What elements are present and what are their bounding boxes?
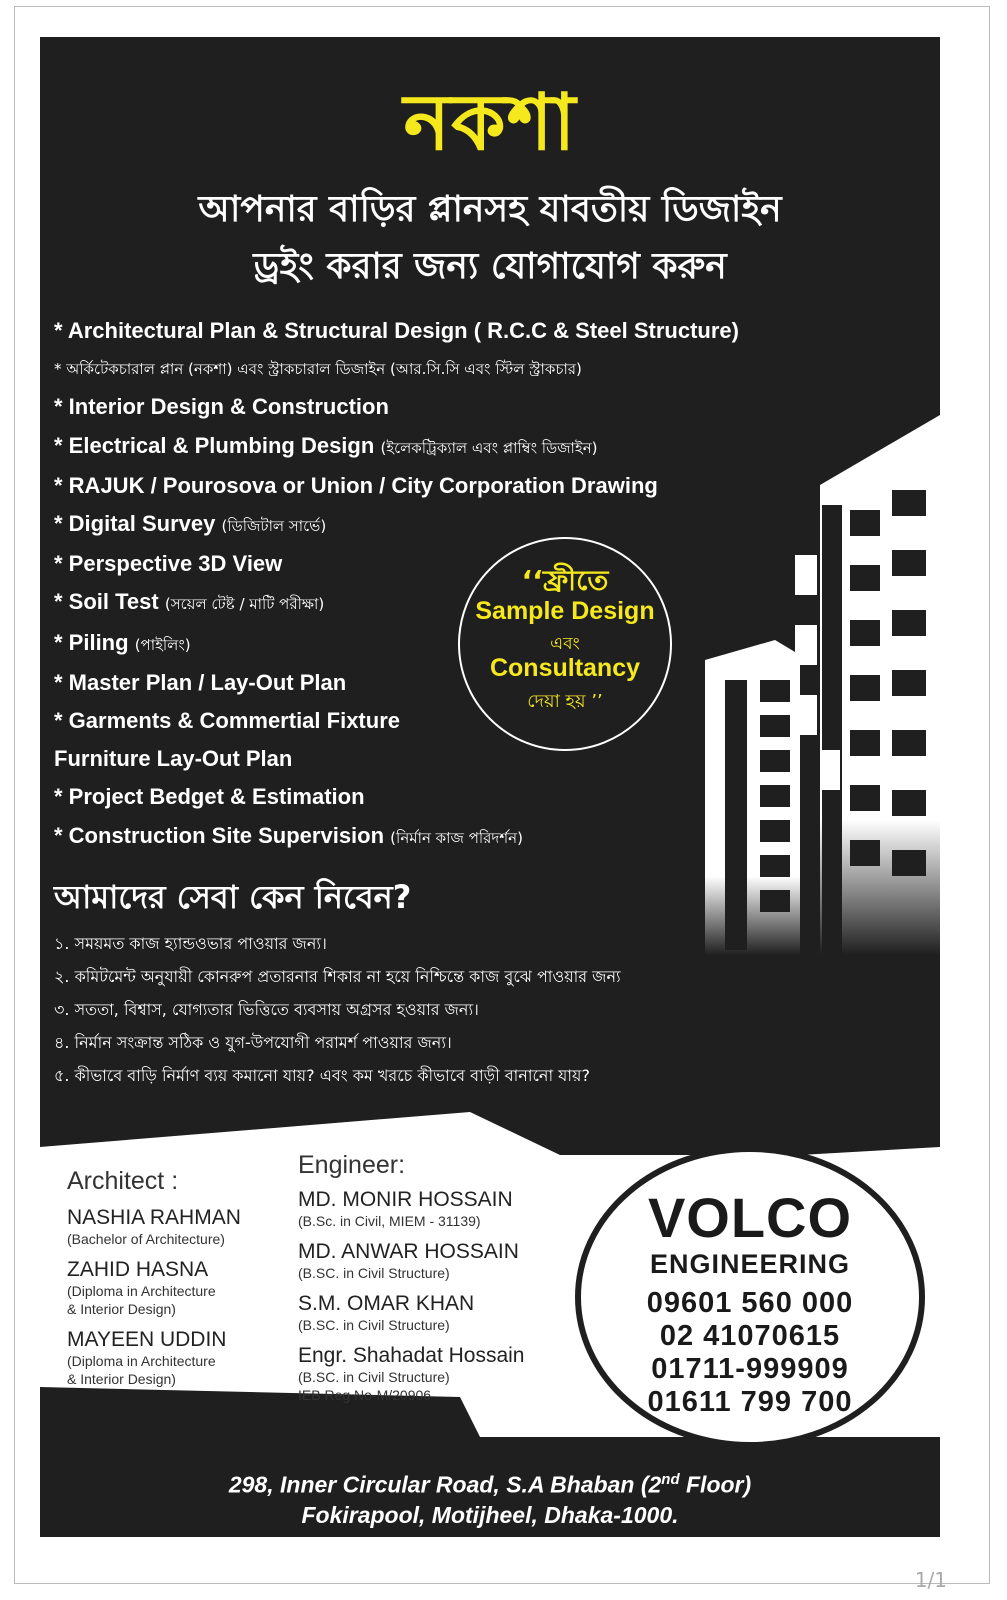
person-degree: (Bachelor of Architecture): [67, 1231, 225, 1247]
reason-item: ১. সময়মত কাজ হ্যান্ডওভার পাওয়ার জন্য।: [54, 934, 327, 953]
person-name: Engr. Shahadat Hossain: [298, 1344, 525, 1367]
poster-subtitle-line-1: আপনার বাড়ির প্লানসহ যাবতীয় ডিজাইন: [198, 189, 782, 230]
architect-entry: [67, 1257, 216, 1318]
phone-number: 01611 799 700: [647, 1386, 853, 1418]
service-label: * অর্কিটেকচারাল প্লান (নকশা) এবং স্ট্রাকচারাল ডিজাইন (আর.সি.সি এবং স্টিল স্ট্রাকচার): [54, 360, 582, 379]
person-name: S.M. OMAR KHAN: [298, 1292, 475, 1315]
person-degree: (B.SC. in Civil Structure): [298, 1265, 450, 1281]
phone-number: 09601 560 000: [646, 1287, 854, 1319]
offer-line-5: দেয়া হয় ’’: [527, 691, 603, 712]
architects-heading: Architect :: [67, 1167, 179, 1195]
reason-item: ৩. সততা, বিশ্বাস, যোগ্যতার ভিত্তিতে ব্যবসায় অগ্রসর হওয়ার জন্য।: [54, 1000, 479, 1019]
page-indicator: 1/1: [914, 1568, 947, 1592]
service-item: [54, 388, 914, 426]
service-label-bangla: (নির্মান কাজ পরিদর্শন): [390, 828, 523, 847]
service-label: * Perspective 3D View: [54, 551, 283, 577]
engineer-entry: [298, 1239, 519, 1282]
service-item: [54, 467, 914, 505]
service-label: * Architectural Plan & Structural Design ( R.C.C & Steel Structure): [54, 318, 739, 343]
service-item: [54, 350, 914, 388]
service-label: * Piling: [54, 629, 129, 655]
office-address: [40, 1465, 940, 1530]
service-label-bangla: (সয়েল টেষ্ট / মাটি পরীক্ষা): [164, 595, 325, 614]
service-item: [54, 817, 914, 857]
person-degree: (B.Sc. in Civil, MIEM - 31139): [298, 1213, 481, 1229]
service-label: * Soil Test: [54, 589, 159, 615]
address-line-1-end: Floor): [679, 1471, 752, 1498]
address-line-2: Fokirapool, Motijheel, Dhaka-1000.: [301, 1501, 679, 1528]
person-name: NASHIA RAHMAN: [67, 1206, 241, 1229]
service-label: * Project Bedget & Estimation: [54, 784, 365, 810]
engineer-entry: [298, 1343, 525, 1404]
person-name: MD. ANWAR HOSSAIN: [298, 1240, 519, 1263]
free-offer-badge: [458, 537, 672, 751]
advertisement-poster: [40, 37, 940, 1537]
company-name: VOLCO: [647, 1186, 853, 1249]
person-degree: (Diploma in Architecture & Interior Design): [67, 1353, 216, 1387]
reason-item: ৫. কীভাবে বাড়ি নির্মাণ ব্যয় কমানো যায়? এবং কম খরচে কীভাবে বাড়ী বানানো যায়?: [54, 1066, 590, 1085]
phone-number: 02 41070615: [659, 1320, 841, 1352]
service-item: [54, 427, 914, 467]
person-degree: (Diploma in Architecture & Interior Design): [67, 1283, 216, 1317]
service-label: * Interior Design & Construction: [54, 394, 389, 420]
service-label: * Construction Site Supervision: [54, 822, 385, 848]
reasons-list: [54, 927, 621, 1092]
person-name: MD. MONIR HOSSAIN: [298, 1188, 513, 1211]
engineer-entry: [298, 1187, 513, 1230]
architect-entry: [67, 1327, 226, 1388]
service-label-bangla: (পাইলিং): [134, 635, 191, 654]
service-item: [54, 740, 914, 778]
poster-title: নকশা: [403, 78, 577, 168]
person-degree: (B.SC. in Civil Structure): [298, 1317, 450, 1333]
person-degree: (B.SC. in Civil Structure) IEB Reg No-M/20906: [298, 1369, 450, 1403]
service-item: [54, 505, 914, 545]
engineers-heading: Engineer:: [298, 1151, 406, 1179]
phone-number: 01711-999909: [651, 1353, 849, 1385]
address-superscript: nd: [661, 1471, 680, 1488]
service-item: [54, 312, 914, 350]
architect-entry: [67, 1205, 241, 1248]
company-info: [570, 1147, 930, 1457]
offer-line-3: এবং: [550, 634, 580, 654]
address-line-1-text: 298, Inner Circular Road, S.A Bhaban (2: [228, 1471, 662, 1498]
service-label-bangla: (ডিজিটাল সার্ভে): [221, 517, 327, 536]
service-label: * Digital Survey: [54, 511, 216, 537]
service-label: Furniture Lay-Out Plan: [54, 746, 293, 772]
offer-line-2: Sample Design: [475, 597, 655, 625]
service-label: * Electrical & Plumbing Design: [54, 432, 375, 458]
person-name: MAYEEN UDDIN: [67, 1328, 227, 1351]
reason-item: ২. কমিটমেন্ট অনুযায়ী কোনরুপ প্রতারনার শিকার না হয়ে নিশ্চিন্তে কাজ বুঝে পাওয়ার জন্য: [54, 967, 621, 986]
service-label: * Master Plan / Lay-Out Plan: [54, 669, 347, 695]
service-label: * RAJUK / Pourosova or Union / City Corporation Drawing: [54, 472, 658, 498]
reason-item: ৪. নির্মান সংক্রান্ত সঠিক ও যুগ-উপযোগী পরামর্শ পাওয়ার জন্য।: [54, 1033, 452, 1052]
company-subname: ENGINEERING: [649, 1249, 851, 1279]
person-name: ZAHID HASNA: [67, 1258, 209, 1281]
offer-line-1: ‘‘ফ্রীতে: [521, 564, 609, 597]
service-item: [54, 778, 914, 816]
address-line-1: [40, 1465, 940, 1500]
service-label-bangla: (ইলেকট্রিক্যাল এবং প্লাম্বিং ডিজাইন): [380, 438, 598, 457]
service-label: * Garments & Commertial Fixture: [54, 708, 400, 734]
offer-line-4: Consultancy: [489, 654, 641, 682]
engineer-entry: [298, 1291, 474, 1334]
why-choose-us-heading: আমাদের সেবা কেন নিবেন?: [54, 878, 412, 916]
poster-subtitle-line-2: ড্রইং করার জন্য যোগাযোগ করুন: [253, 246, 727, 287]
